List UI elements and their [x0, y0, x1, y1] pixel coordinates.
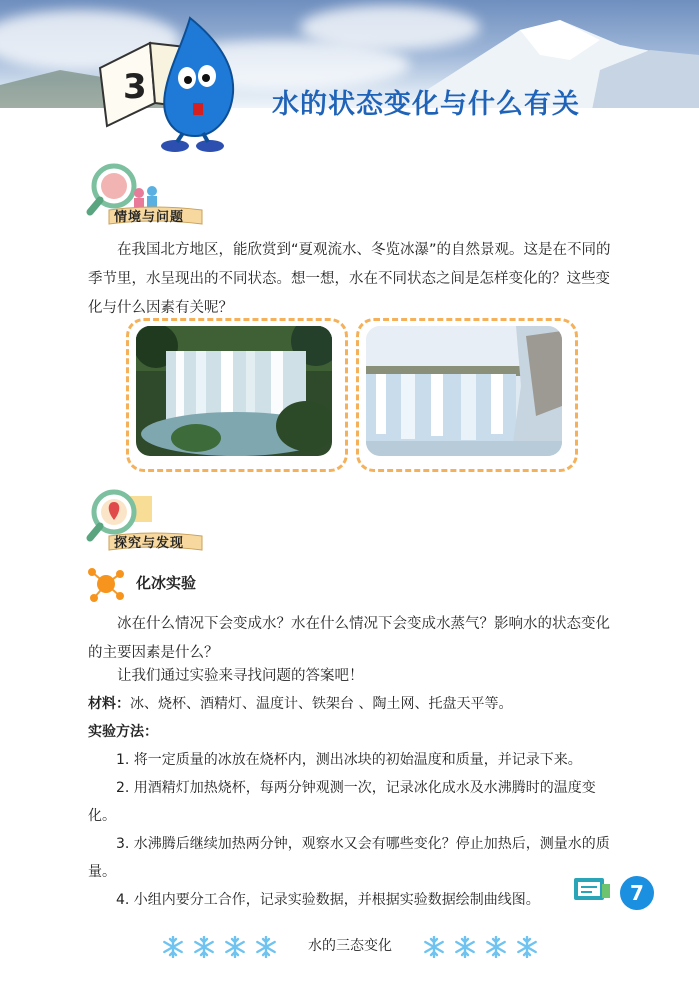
- method-step-3: 3. 水沸腾后继续加热两分钟，观察水又会有哪些变化？停止加热后，测量水的质量。: [88, 836, 610, 880]
- snowflake-icon: [423, 936, 445, 958]
- method-step-2: 2. 用酒精灯加热烧杯，每两分钟观测一次，记录冰化成水及水沸腾时的温度变化。: [88, 780, 596, 824]
- page-number: 7: [620, 876, 654, 910]
- method-step-1: 1. 将一定质量的冰放在烧杯内，测出冰块的初始温度和质量，并记录下来。: [116, 752, 582, 768]
- experiment-intro-question: 冰在什么情况下会变成水？水在什么情况下会变成水蒸气？影响水的状态变化的主要因素是什么？: [88, 616, 610, 661]
- experiment-intro-prompt: 让我们通过实验来寻找问题的答案吧！: [117, 668, 364, 684]
- section-badge-situation: [84, 158, 209, 228]
- situation-paragraph: 在我国北方地区，能欣赏到“夏观流水、冬览冰瀑”的自然景观。这是在不同的季节里，水呈现出的不同状态。想一想，水在不同状态之间是怎样变化的？这些变化与什么因素有关呢？: [88, 242, 611, 316]
- materials-text: 冰、烧杯、酒精灯、温度计、铁架台 、陶土网、托盘天平等。: [130, 696, 513, 712]
- snowflake-icon: [255, 936, 277, 958]
- unit-title-footer: 水的三态变化: [308, 938, 392, 954]
- summer-waterfall-photo: [136, 326, 332, 456]
- section-label-explore: 探究与发现: [114, 536, 185, 551]
- snowflake-icon: [454, 936, 476, 958]
- molecule-icon: [86, 566, 126, 602]
- snowflake-icon: [193, 936, 215, 958]
- materials-label: 材料：: [88, 696, 130, 712]
- section-badge-explore: [84, 484, 209, 554]
- materials-line: [88, 690, 616, 718]
- method-label: 实验方法：: [88, 724, 158, 740]
- water-drop-mascot-reading-book: [95, 8, 245, 156]
- page-title: 水的状态变化与什么有关: [272, 89, 580, 120]
- section-label-situation: 情境与问题: [114, 210, 185, 225]
- snowflake-icon: [224, 936, 246, 958]
- snowflake-icon: [516, 936, 538, 958]
- winter-frozen-waterfall-photo: [366, 326, 562, 456]
- snowflake-icon: [485, 936, 507, 958]
- method-step-4: 4. 小组内要分工合作，记录实验数据，并根据实验数据绘制曲线图。: [116, 892, 540, 908]
- snowflake-icon: [162, 936, 184, 958]
- lesson-number: 3: [123, 67, 147, 107]
- notebook-icon: [572, 874, 612, 904]
- experiment-title: 化冰实验: [136, 574, 197, 592]
